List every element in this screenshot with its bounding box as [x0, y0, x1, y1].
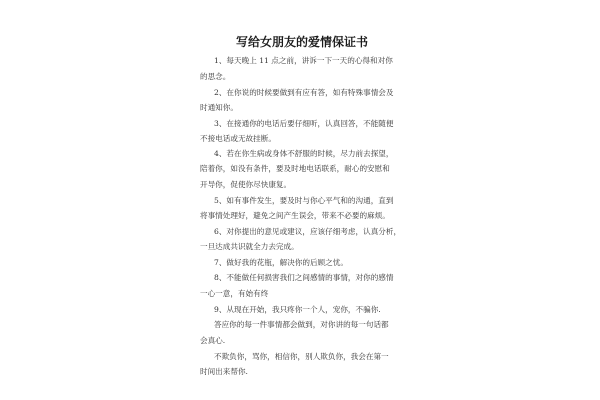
text-line: 5、如有事件发生，要及时与你心平气和的沟通，直到: [214, 196, 394, 205]
text-line: 开导你，促使你尽快康复。: [200, 180, 292, 189]
document-page: [196, 0, 408, 400]
text-line: 一旦达成共识就全力去完成。: [200, 242, 299, 251]
text-line: 时通知你。: [200, 103, 238, 112]
text-line: 将事情处理好，避免之间产生误会，带来不必要的麻烦。: [200, 211, 390, 220]
text-line: 陪着你，如没有条件，要及时地电话联系，耐心的安慰和: [200, 164, 390, 173]
text-line: 答应你的每一件事情都会做到，对你讲的每一句话都: [214, 320, 389, 329]
text-line: 8、不能做任何损害我们之间感情的事情，对你的感情: [214, 273, 394, 282]
text-line: 1、每天晚上 11 点之前，讲诉一下一天的心得和对你: [214, 56, 393, 65]
text-line: 7、做好我的花瓶，解决你的后顾之忧。: [214, 258, 348, 267]
text-line: 2、在你说的时候要做到有应有答，如有特殊事情会及: [214, 88, 394, 97]
text-line: 9、从现在开始，我只疼你一个人，宠你，不骗你.: [214, 305, 381, 314]
text-line: 一心一意，有始有终: [200, 289, 269, 298]
document-title: 写给女朋友的爱情保证书: [235, 35, 368, 49]
text-line: 时间出来帮你.: [200, 367, 248, 376]
text-line: 4、若在你生病或身体不舒服的时候，尽力前去探望，: [214, 149, 394, 158]
text-line: 3、在接通你的电话后要仔细听，认真回答，不能随便: [214, 119, 394, 128]
text-line: 6、对你提出的意见或建议，应该仔细考虑，认真分析，: [214, 227, 402, 236]
text-line: 不接电话或无故挂断。: [200, 134, 276, 143]
text-line: 不欺负你，骂你，相信你，别人欺负你，我会在第一: [214, 352, 389, 361]
text-line: 的思念。: [200, 72, 231, 81]
text-line: 会真心.: [200, 336, 226, 345]
